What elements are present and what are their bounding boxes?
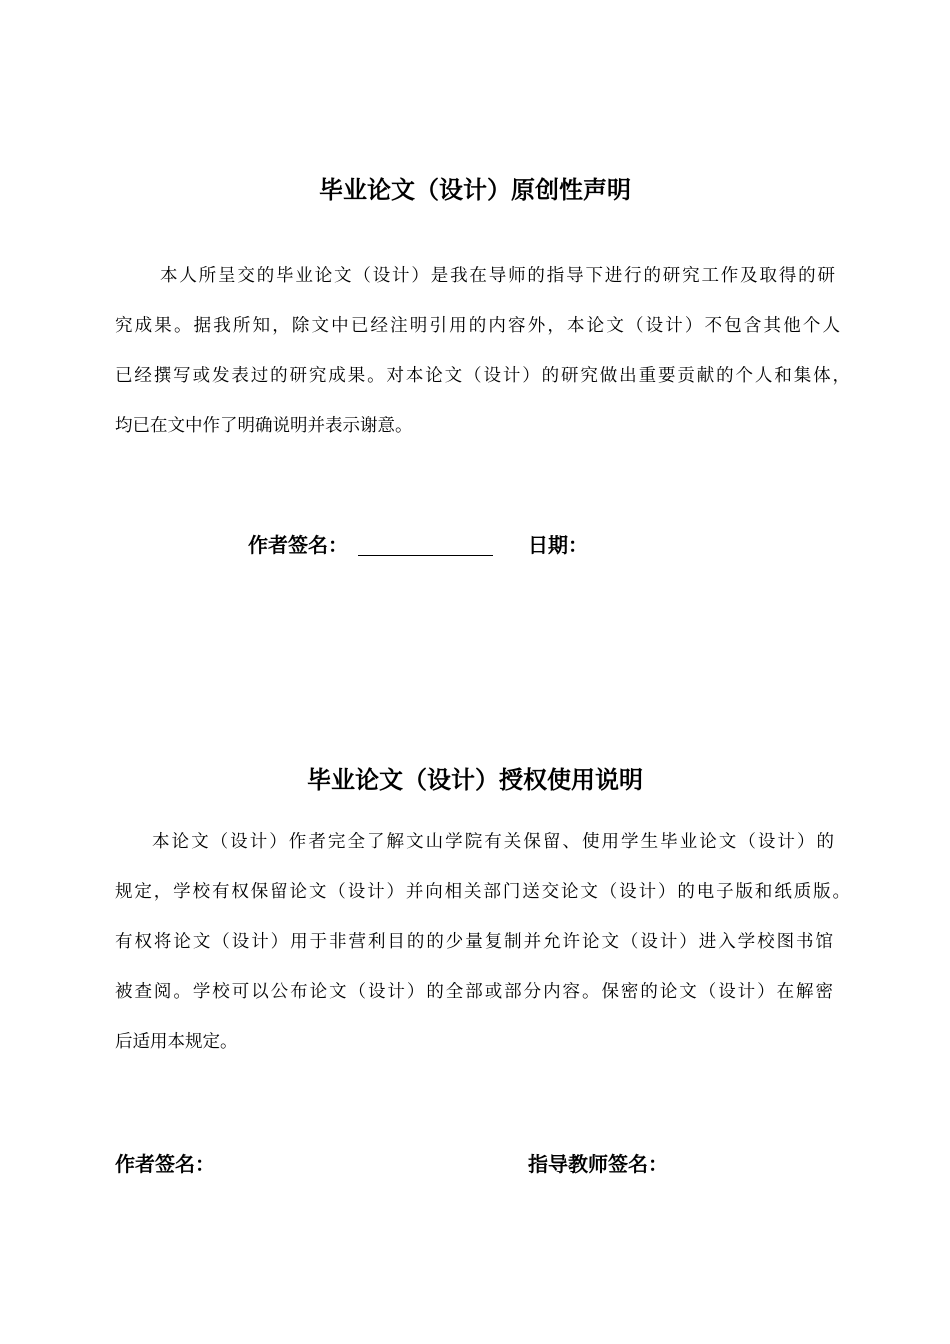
- authorization-line-3: 有权将论文（设计）用于非营利目的的少量复制并允许论文（设计）进入学校图书馆: [115, 932, 833, 952]
- declaration-line-3: 已经撰写或发表过的研究成果。对本论文（设计）的研究做出重要贡献的个人和集体，: [115, 366, 850, 386]
- advisor-signature-label: 指导教师签名：: [528, 1152, 668, 1176]
- authorization-line-5: 后适用本规定。: [115, 1032, 238, 1052]
- declaration-date-label: 日期：: [528, 533, 588, 557]
- declaration-line-4: 均已在文中作了明确说明并表示谢意。: [115, 416, 413, 436]
- authorization-line-4: 被查阅。学校可以公布论文（设计）的全部或部分内容。保密的论文（设计）在解密: [115, 982, 833, 1002]
- declaration-line-1: 本人所呈交的毕业论文（设计）是我在导师的指导下进行的研究工作及取得的研: [160, 266, 835, 286]
- declaration-author-signature-label: 作者签名：: [248, 533, 348, 557]
- declaration-line-2: 究成果。据我所知，除文中已经注明引用的内容外，本论文（设计）不包含其他个人: [115, 316, 840, 336]
- declaration-author-signature-line[interactable]: [358, 531, 493, 556]
- authorization-line-2: 规定，学校有权保留论文（设计）并向相关部门送交论文（设计）的电子版和纸质版。: [115, 882, 850, 902]
- authorization-title: 毕业论文（设计）授权使用说明: [307, 766, 643, 794]
- authorization-line-1: 本论文（设计）作者完全了解文山学院有关保留、使用学生毕业论文（设计）的: [152, 832, 834, 852]
- declaration-title: 毕业论文（设计）原创性声明: [319, 176, 631, 204]
- authorization-author-signature-label: 作者签名：: [115, 1152, 215, 1176]
